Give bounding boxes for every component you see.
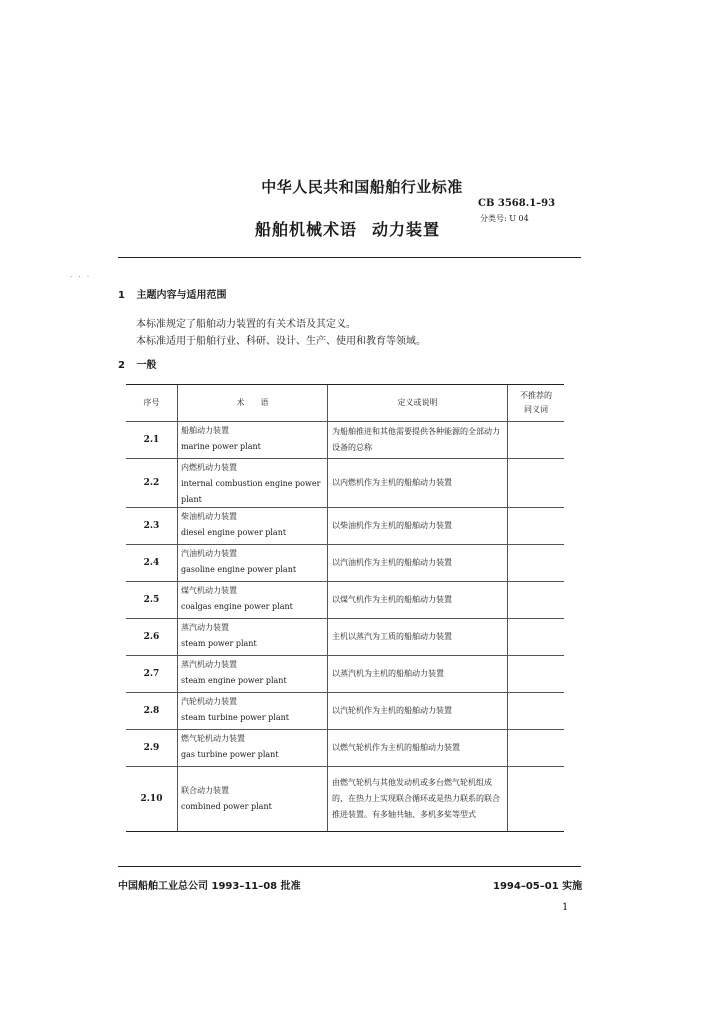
term-en: diesel engine power plant [181, 528, 287, 537]
term-en: gas turbine power plant [181, 750, 279, 759]
row-term [178, 582, 328, 618]
footer-divider [118, 866, 581, 867]
term-en: marine power plant [181, 442, 261, 451]
row-synonym [508, 730, 564, 766]
header-not-recommended-line1: 不推荐的 [520, 391, 552, 400]
term-cn: 蒸汽动力装置 [181, 623, 229, 632]
row-definition: 主机以蒸汽为工质的船舶动力装置 [328, 619, 508, 655]
row-no: 2.2 [126, 459, 178, 507]
section-2-title: 一般 [136, 360, 157, 371]
term-cn: 煤气机动力装置 [181, 586, 237, 595]
row-synonym [508, 508, 564, 544]
table-row [126, 766, 564, 831]
section-1-heading [118, 286, 226, 301]
row-term [178, 656, 328, 692]
term-cn: 汽轮机动力装置 [181, 697, 237, 706]
row-no: 2.8 [126, 693, 178, 729]
term-en: steam engine power plant [181, 676, 287, 685]
row-synonym [508, 422, 564, 458]
scan-dots: · · · [70, 273, 92, 281]
row-definition: 以汽油机作为主机的船舶动力装置 [328, 545, 508, 581]
row-no: 2.7 [126, 656, 178, 692]
row-definition: 为船舶推进和其他需要提供各种能源的全部动力设备的总称 [328, 422, 508, 458]
standard-code: CB 3568.1–93 [478, 198, 556, 209]
row-no: 2.9 [126, 730, 178, 766]
page-number: 1 [562, 902, 569, 913]
row-term [178, 619, 328, 655]
table-row [126, 421, 564, 458]
section-2-heading [118, 356, 156, 371]
row-synonym [508, 767, 564, 831]
standard-org-title: 中华人民共和国船舶行业标准 [261, 178, 463, 196]
row-no: 2.3 [126, 508, 178, 544]
section-1-title: 主题内容与适用范围 [136, 290, 227, 301]
row-definition: 以汽轮机作为主机的船舶动力装置 [328, 693, 508, 729]
row-definition: 以柴油机作为主机的船舶动力装置 [328, 508, 508, 544]
approval-note: 中国船舶工业总公司 1993–11–08 批准 [118, 881, 301, 892]
row-term [178, 545, 328, 581]
term-en: coalgas engine power plant [181, 602, 293, 611]
term-en: internal combustion engine power plant [181, 479, 321, 504]
table-row [126, 544, 564, 581]
term-cn: 燃气轮机动力装置 [181, 734, 245, 743]
term-cn: 柴油机动力装置 [181, 512, 237, 521]
row-definition: 以内燃机作为主机的船舶动力装置 [328, 459, 508, 507]
term-en: combined power plant [181, 802, 272, 811]
row-term [178, 508, 328, 544]
row-no: 2.10 [126, 767, 178, 831]
table-row [126, 692, 564, 729]
term-en: steam power plant [181, 639, 257, 648]
header-divider [118, 257, 581, 258]
term-cn: 内燃机动力装置 [181, 463, 237, 472]
row-term [178, 730, 328, 766]
term-cn: 蒸汽机动力装置 [181, 660, 237, 669]
row-synonym [508, 459, 564, 507]
row-synonym [508, 582, 564, 618]
row-term [178, 767, 328, 831]
term-cn: 联合动力装置 [181, 786, 229, 795]
section-1-number: 1 [118, 290, 125, 301]
row-definition: 以煤气机作为主机的船舶动力装置 [328, 582, 508, 618]
section-2-number: 2 [118, 360, 125, 371]
term-cn: 船舶动力装置 [181, 426, 229, 435]
effective-date: 1994–05–01 实施 [493, 881, 583, 892]
row-term [178, 422, 328, 458]
header-definition: 定义或说明 [328, 385, 508, 421]
term-cn: 汽油机动力装置 [181, 549, 237, 558]
header-term: 术 语 [178, 385, 328, 421]
row-definition: 以蒸汽机为主机的船舶动力装置 [328, 656, 508, 692]
row-no: 2.5 [126, 582, 178, 618]
table-row [126, 581, 564, 618]
row-no: 2.1 [126, 422, 178, 458]
header-no: 序号 [126, 385, 178, 421]
table-row [126, 729, 564, 766]
table-row [126, 507, 564, 544]
term-en: gasoline engine power plant [181, 565, 297, 574]
row-definition: 由燃气轮机与其他发动机或多台燃气轮机组成的，在热力上实现联合循环或是热力联系的联合推进装置。有多轴共轴、多机多桨等型式 [328, 767, 508, 831]
section-1-paragraph-2: 本标准适用于船舶行业、科研、设计、生产、使用和教育等领域。 [136, 336, 426, 347]
row-no: 2.4 [126, 545, 178, 581]
header-not-recommended [508, 385, 564, 421]
row-term [178, 693, 328, 729]
section-1-paragraph-1: 本标准规定了船舶动力装置的有关术语及其定义。 [136, 319, 356, 330]
document-title-main: 船舶机械术语 [255, 220, 358, 239]
term-en: steam turbine power plant [181, 713, 289, 722]
classification-code: 分类号: U 04 [480, 214, 529, 223]
row-synonym [508, 545, 564, 581]
row-synonym [508, 693, 564, 729]
table-row [126, 458, 564, 507]
header-not-recommended-line2: 同义词 [524, 405, 548, 414]
table-header-row [126, 385, 564, 421]
row-term [178, 459, 328, 507]
row-definition: 以燃气轮机作为主机的船舶动力装置 [328, 730, 508, 766]
table-row [126, 618, 564, 655]
row-no: 2.6 [126, 619, 178, 655]
terms-table [126, 384, 564, 832]
document-title-sub: 动力装置 [372, 220, 441, 239]
row-synonym [508, 619, 564, 655]
row-synonym [508, 656, 564, 692]
table-row [126, 655, 564, 692]
